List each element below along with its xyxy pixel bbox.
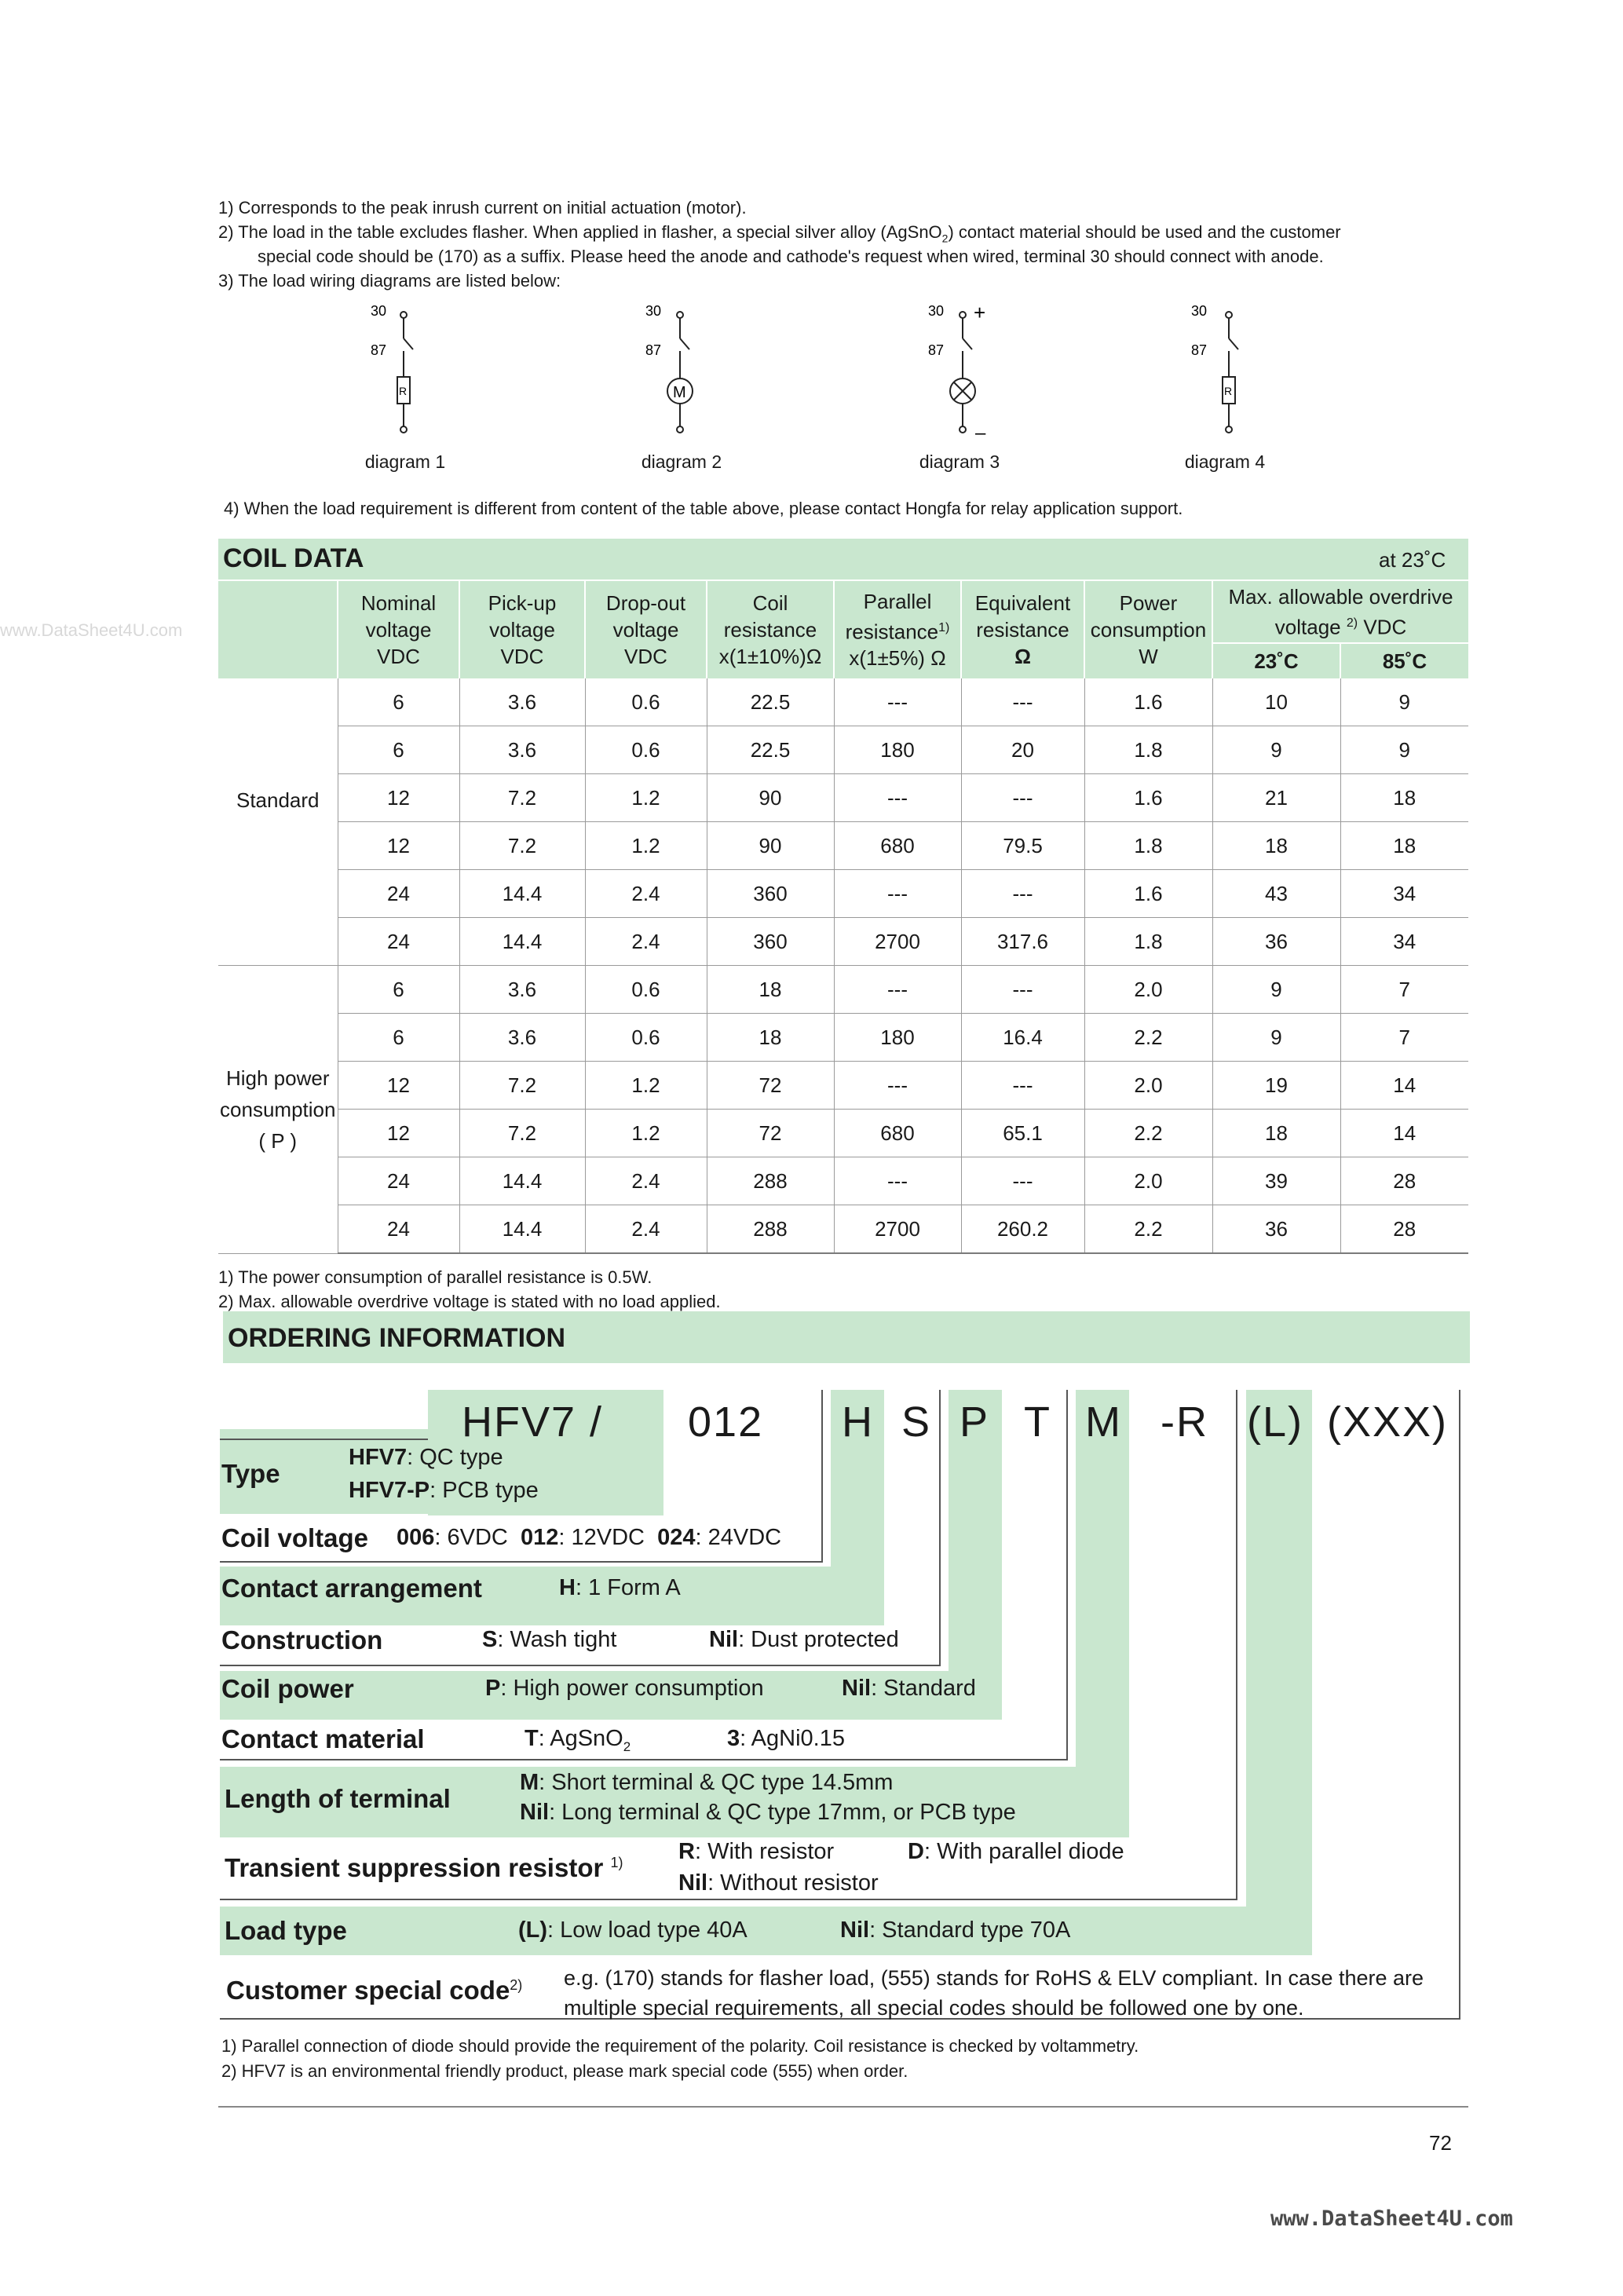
coil-note-2: 2) Max. allowable overdrive voltage is stated with no load applied. [218,1292,721,1311]
table-cell: 16.4 [961,1014,1084,1062]
table-cell: --- [961,1157,1084,1205]
table-cell: 10 [1212,678,1340,726]
svg-text:87: 87 [928,342,945,358]
page-number: 72 [1429,2131,1452,2155]
table-cell: 1.8 [1084,822,1212,870]
coil-power-option-nil: Nil: Standard [842,1676,976,1701]
table-row [218,870,1468,918]
table-cell: 18 [707,1014,834,1062]
table-row [218,966,1468,1014]
svg-text:30: 30 [645,303,662,319]
coil-power-option-p: P: High power consumption [485,1676,764,1701]
table-cell: 18 [1340,774,1468,822]
note-2: 2) The load in the table excludes flasher. When applied in flasher, a special silver alloy (AgSnO$_2$) contact material should be used and the customer [218,222,1341,245]
table-cell: 180 [834,1014,961,1062]
table-cell: 18 [1212,1110,1340,1157]
contact-material-option-t: T: AgSnO$_2$ [525,1726,631,1754]
diagram-2-label: diagram 2 [641,452,722,472]
table-cell: 14 [1340,1110,1468,1157]
table-cell: 2.4 [585,918,707,966]
table-cell: 90 [707,774,834,822]
table-cell: 2700 [834,918,961,966]
table-cell: 1.2 [585,822,707,870]
contact-material-label: Contact material [221,1724,425,1753]
xxx-column-line [1459,1390,1460,2018]
table-cell: --- [834,966,961,1014]
table-row [218,678,1468,726]
construction-line [220,1665,941,1666]
table-cell: 14 [1340,1062,1468,1110]
table-cell: 6 [338,1014,459,1062]
table-cell: 360 [707,918,834,966]
coil-data-temperature: at 23˚C [1379,548,1446,572]
watermark-bottom: www.DataSheet4U.com [1270,2206,1513,2231]
svg-text:R: R [399,385,408,397]
group-standard: Standard [218,678,338,966]
table-row [218,822,1468,870]
header-equivalent-resistance: Equivalent resistance Ω [961,581,1084,678]
l-code-bg [1246,1390,1312,1955]
code-xxx: (XXX) [1327,1398,1449,1446]
code-type: HFV7 / [462,1398,604,1446]
type-line [220,1439,428,1440]
table-cell: --- [961,870,1084,918]
wiring-diagram-4 [1190,302,1292,440]
table-cell: 19 [1212,1062,1340,1110]
svg-text:M: M [673,384,686,401]
svg-text:30: 30 [1191,303,1208,319]
table-row [218,1062,1468,1110]
wiring-diagram-3 [927,302,1029,440]
table-cell: 317.6 [961,918,1084,966]
terminal-87-label: 87 [371,342,387,358]
table-row [218,918,1468,966]
footer-rule [218,2106,1468,2108]
construction-label: Construction [221,1625,383,1654]
table-cell: 2.0 [1084,1062,1212,1110]
diagram-4-label: diagram 4 [1184,452,1266,472]
table-cell: 2.4 [585,1205,707,1254]
header-dropout-voltage: Drop-out voltage VDC [585,581,707,678]
load-type-option-nil: Nil: Standard type 70A [840,1918,1071,1943]
table-cell: 28 [1340,1157,1468,1205]
table-cell: 7.2 [459,822,585,870]
contact-material-option-3: 3: AgNi0.15 [727,1726,845,1751]
length-terminal-option-m: M: Short terminal & QC type 14.5mm [520,1770,894,1795]
minus-icon: – [975,422,986,440]
table-cell: 2.2 [1084,1110,1212,1157]
coil-note-1: 1) The power consumption of parallel resistance is 0.5W. [218,1267,652,1287]
table-cell: 1.8 [1084,918,1212,966]
header-85c: 85˚C [1340,643,1468,678]
table-cell: 1.2 [585,1062,707,1110]
table-cell: 260.2 [961,1205,1084,1254]
table-cell: 9 [1340,678,1468,726]
table-cell: 7 [1340,966,1468,1014]
table-cell: --- [961,774,1084,822]
table-cell: 288 [707,1157,834,1205]
table-row [218,1014,1468,1062]
contact-arrangement-label: Contact arrangement [221,1574,482,1603]
table-cell: --- [961,678,1084,726]
table-cell: 3.6 [459,726,585,774]
table-cell: 36 [1212,918,1340,966]
code-h: H [842,1398,874,1446]
table-cell: 12 [338,774,459,822]
code-t: T [1024,1398,1051,1446]
table-cell: 21 [1212,774,1340,822]
table-cell: 6 [338,726,459,774]
coil-voltage-line [220,1561,823,1563]
coil-voltage-options: 006: 6VDC 012: 12VDC 024: 24VDC [397,1525,782,1550]
customer-code-description [564,1963,1424,2023]
table-cell: 6 [338,966,459,1014]
note-4: 4) When the load requirement is different from content of the table above, please contact Hongfa for relay application support. [224,499,1183,518]
type-label: Type [221,1459,280,1488]
table-cell: 24 [338,870,459,918]
table-cell: 12 [338,1062,459,1110]
table-cell: 0.6 [585,1014,707,1062]
table-cell: 2.0 [1084,966,1212,1014]
header-23c: 23˚C [1212,643,1340,678]
table-cell: 18 [1212,822,1340,870]
type-option-1: HFV7: QC type [349,1445,503,1470]
coil-voltage-label: Coil voltage [221,1523,369,1552]
table-cell: 22.5 [707,726,834,774]
table-cell: 3.6 [459,1014,585,1062]
table-cell: 288 [707,1205,834,1254]
table-cell: 7.2 [459,1062,585,1110]
table-cell: --- [834,1157,961,1205]
table-cell: 90 [707,822,834,870]
table-cell: 1.6 [1084,678,1212,726]
wiring-diagram-2 [644,302,746,440]
load-type-label: Load type [225,1916,347,1945]
table-cell: 3.6 [459,966,585,1014]
table-cell: 360 [707,870,834,918]
table-cell: 2.2 [1084,1205,1212,1254]
ordering-note-1: 1) Parallel connection of diode should provide the requirement of the polarity. Coil resistance is checked by voltammetry. [221,2036,1139,2056]
table-cell: 0.6 [585,678,707,726]
table-cell: 14.4 [459,1205,585,1254]
table-row [218,1157,1468,1205]
header-max-overdrive: Max. allowable overdrive voltage $^{2)}$ VDC [1212,581,1468,643]
table-cell: --- [961,1062,1084,1110]
transient-option-d: D: With parallel diode [908,1839,1124,1864]
ordering-title: ORDERING INFORMATION [228,1323,566,1353]
ordering-note-2: 2) HFV7 is an environmental friendly product, please mark special code (555) when order. [221,2061,908,2081]
table-cell: 9 [1212,966,1340,1014]
group-high-power: High power consumption ( P ) [218,966,338,1254]
table-cell: 12 [338,1110,459,1157]
contact-material-line [220,1759,1068,1760]
table-cell: 2.0 [1084,1157,1212,1205]
table-cell: 0.6 [585,966,707,1014]
note-2-continued: special code should be (170) as a suffix. Please heed the anode and cathode's request when wired, terminal 30 should connect with anode. [258,247,1324,266]
table-cell: 6 [338,678,459,726]
table-cell: 24 [338,1157,459,1205]
table-cell: 7.2 [459,774,585,822]
coil-notes [218,1265,721,1314]
ordering-notes [221,2034,1139,2084]
code-voltage: 012 [688,1398,764,1446]
table-cell: 36 [1212,1205,1340,1254]
table-cell: 65.1 [961,1110,1084,1157]
header-power-consumption: Power consumption W [1084,581,1212,678]
group-header [218,581,338,678]
code-l: (L) [1247,1398,1303,1446]
diagram-3-label: diagram 3 [919,452,1000,472]
table-cell: --- [961,966,1084,1014]
table-cell: 7.2 [459,1110,585,1157]
table-cell: 9 [1340,726,1468,774]
table-cell: 14.4 [459,870,585,918]
transient-line [220,1899,1237,1900]
table-cell: 2.4 [585,1157,707,1205]
transient-option-r: R: With resistor [678,1839,835,1864]
table-cell: --- [834,1062,961,1110]
coil-data-title: COIL DATA [223,543,364,573]
note-1: 1) Corresponds to the peak inrush current on initial actuation (motor). [218,198,747,218]
customer-code-label: Customer special code$^{2)}$ [226,1976,523,2005]
construction-option-nil: Nil: Dust protected [709,1627,899,1652]
table-row [218,774,1468,822]
table-cell: 39 [1212,1157,1340,1205]
table-cell: 9 [1212,1014,1340,1062]
table-cell: 1.6 [1084,870,1212,918]
coil-data-table [218,581,1468,1254]
watermark-left: www.DataSheet4U.com [0,620,183,640]
coil-data-header-bar [218,539,1468,579]
t-column-line [1066,1390,1068,1760]
code-s: S [901,1398,932,1446]
load-type-bg [220,1907,1312,1955]
table-cell: 18 [1340,822,1468,870]
table-cell: 7 [1340,1014,1468,1062]
svg-text:87: 87 [1191,342,1208,358]
table-row [218,1110,1468,1157]
header-coil-resistance: Coil resistance x(1±10%)Ω [707,581,834,678]
voltage-column-line [821,1390,823,1563]
header-parallel-resistance: Parallel resistance$^{1)}$ x(1±5%) Ω [834,581,961,678]
plus-icon: + [974,302,986,324]
table-cell: 72 [707,1110,834,1157]
table-cell: 680 [834,822,961,870]
table-cell: 1.8 [1084,726,1212,774]
svg-text:87: 87 [645,342,662,358]
svg-text:R: R [1224,385,1233,397]
table-cell: --- [834,774,961,822]
table-cell: 34 [1340,918,1468,966]
table-cell: 28 [1340,1205,1468,1254]
table-cell: 1.6 [1084,774,1212,822]
coil-power-label: Coil power [221,1674,354,1703]
code-m: M [1085,1398,1122,1446]
table-cell: 180 [834,726,961,774]
table-cell: 34 [1340,870,1468,918]
transient-option-nil: Nil: Without resistor [678,1870,879,1896]
table-cell: 2700 [834,1205,961,1254]
table-cell: 18 [707,966,834,1014]
table-cell: --- [834,678,961,726]
terminal-30-label: 30 [371,303,387,319]
table-cell: 2.2 [1084,1014,1212,1062]
table-cell: 20 [961,726,1084,774]
table-cell: 14.4 [459,918,585,966]
table-cell: 680 [834,1110,961,1157]
table-row [218,1205,1468,1254]
table-cell: 72 [707,1062,834,1110]
table-cell: 14.4 [459,1157,585,1205]
transient-label: Transient suppression resistor $^{1)}$ [225,1853,623,1882]
table-cell: 1.2 [585,774,707,822]
customer-code-text-2: multiple special requirements, all special codes should be followed one by one. [564,1996,1304,2020]
svg-text:30: 30 [928,303,945,319]
customer-code-text-1: e.g. (170) stands for flasher load, (555) stands for RoHS & ELV compliant. In case there are [564,1966,1424,1990]
table-cell: 9 [1212,726,1340,774]
table-cell: 24 [338,918,459,966]
length-terminal-label: Length of terminal [225,1784,451,1813]
header-pickup-voltage: Pick-up voltage VDC [459,581,585,678]
table-row [218,726,1468,774]
code-r: -R [1161,1398,1208,1446]
r-column-line [1236,1390,1237,1900]
code-p: P [960,1398,990,1446]
s-column-line [939,1390,941,1666]
contact-arrangement-option: H: 1 Form A [559,1575,681,1600]
table-cell: 1.2 [585,1110,707,1157]
table-cell: 12 [338,822,459,870]
table-cell: 22.5 [707,678,834,726]
note-3: 3) The load wiring diagrams are listed below: [218,271,561,291]
table-cell: --- [834,870,961,918]
header-nominal-voltage: Nominal voltage VDC [338,581,459,678]
diagram-1-label: diagram 1 [364,452,446,472]
table-cell: 2.4 [585,870,707,918]
table-cell: 0.6 [585,726,707,774]
table-cell: 43 [1212,870,1340,918]
load-type-option-l: (L): Low load type 40A [518,1918,748,1943]
construction-option-s: S: Wash tight [482,1627,617,1652]
type-option-2: HFV7-P: PCB type [349,1478,539,1503]
table-cell: 24 [338,1205,459,1254]
table-cell: 79.5 [961,822,1084,870]
length-terminal-option-nil: Nil: Long terminal & QC type 17mm, or PCB type [520,1800,1016,1825]
table-cell: 3.6 [459,678,585,726]
wiring-diagram-1 [369,302,471,440]
